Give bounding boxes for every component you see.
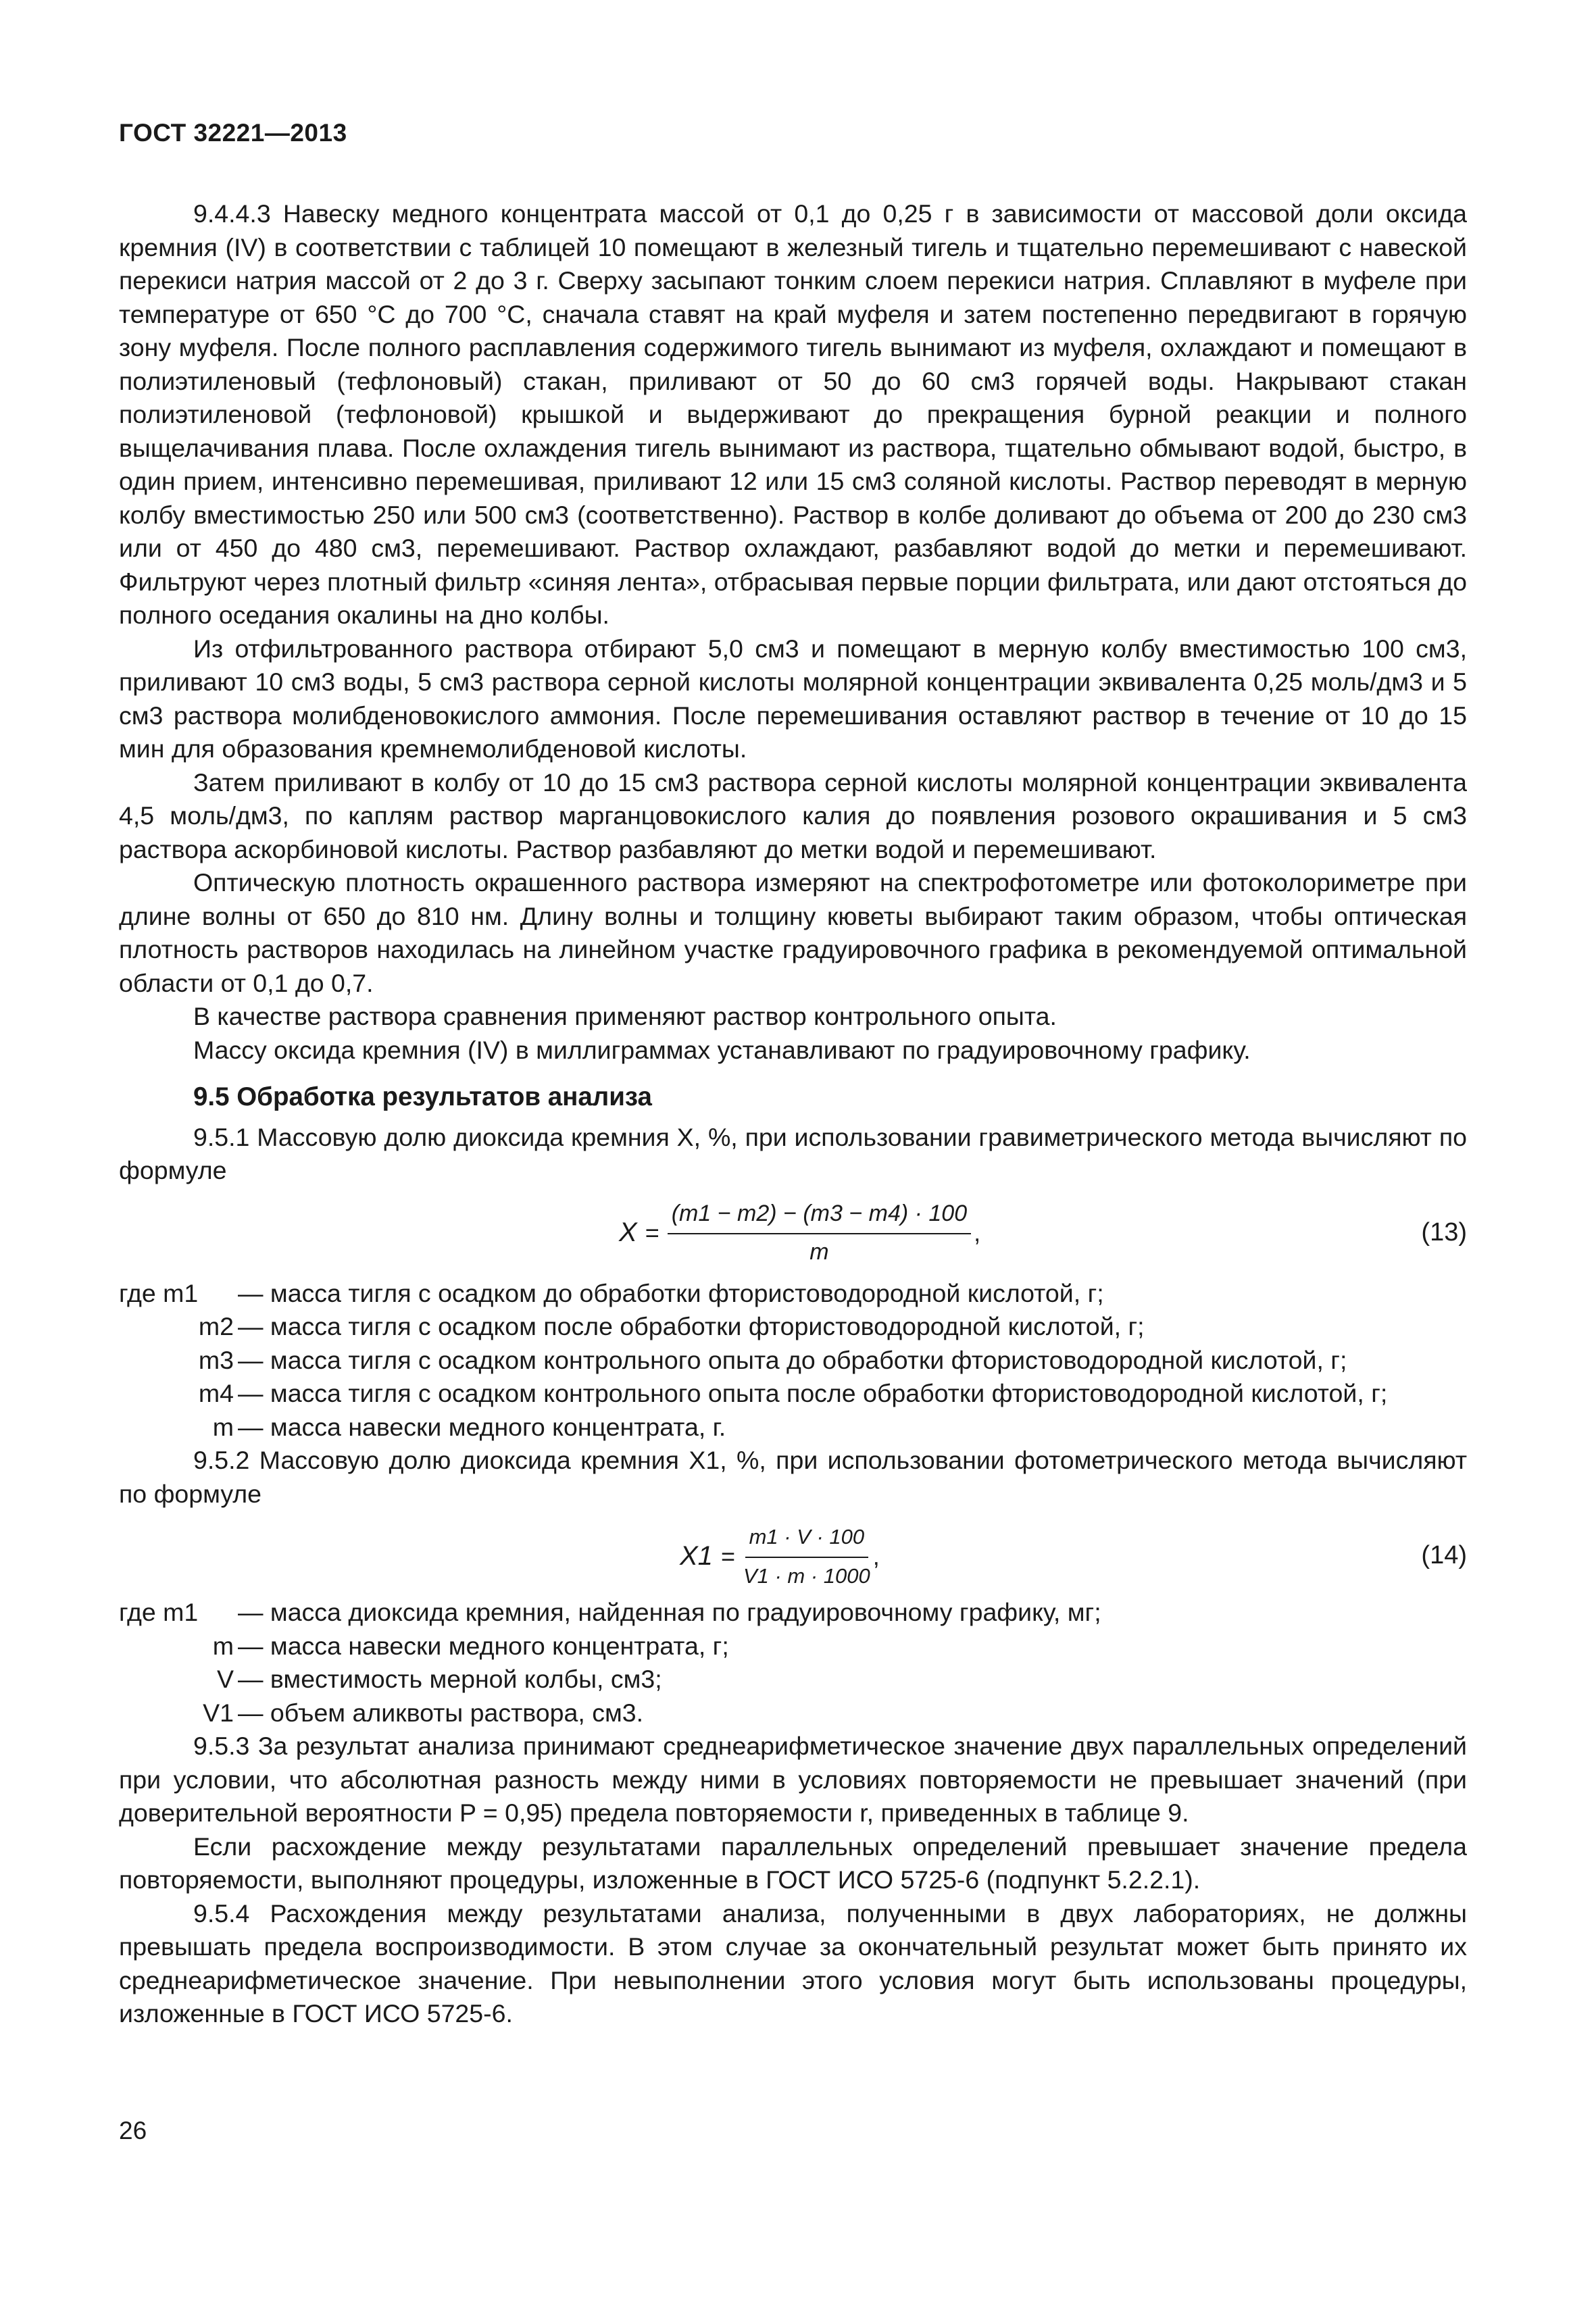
formula-14 xyxy=(119,1516,1467,1592)
formula-13-legend xyxy=(119,1277,1467,1444)
paragraph-repeatability: Если расхождение между результатами параллельных определений превышает значение предела повторяемости, выполняют процедуры, изложенные в ГОСТ ИСО 5725-6 (подпункт 5.2.2.1). xyxy=(119,1832,1467,1894)
legend-symbol: где m1 xyxy=(119,1278,199,1307)
body-text xyxy=(119,197,1467,2031)
legend-definition: — масса диоксида кремния, найденная по градуировочному графику, мг; xyxy=(238,1598,1101,1626)
legend-symbol: m2 xyxy=(198,1312,234,1340)
legend-definition: — масса навески медного концентрата, г; xyxy=(238,1631,729,1660)
legend-symbol: m xyxy=(212,1631,234,1660)
legend-definition: — масса навески медного концентрата, г. xyxy=(238,1412,726,1441)
formula-13-comma: , xyxy=(974,1219,981,1247)
formula-14-numerator: m1 · V · 100 xyxy=(745,1520,869,1558)
formula-13-expression xyxy=(619,1197,980,1269)
paragraph-9-5-1: 9.5.1 Массовую долю диоксида кремния X, %, при использовании гравиметрического метода вычисляют по формуле xyxy=(119,1122,1467,1184)
formula-14-legend xyxy=(119,1596,1467,1730)
section-title-9-5: 9.5 Обработка результатов анализа xyxy=(193,1082,652,1111)
legend-definition: — масса тигля с осадком контрольного опыта до обработки фтористоводородной кислотой, г; xyxy=(238,1345,1347,1374)
formula-14-comma: , xyxy=(872,1542,880,1570)
paragraph-reagents: Затем приливают в колбу от 10 до 15 см3 раствора серной кислоты молярной концентрации эквивалента 4,5 моль/дм3, по каплям раствор марганцовокислого калия до появления розового окрашивания и 5 см3 раствора аскорбиновой кислоты. Раствор разбавляют до метки водой и перемешивают. xyxy=(119,768,1467,863)
formula-13-equals: = xyxy=(645,1219,659,1247)
paragraph-9-5-3: 9.5.3 За результат анализа принимают среднеарифметическое значение двух параллельных определений при условии, что абсолютная разность между ними в условиях повторяемости не превышает значений (при доверительной вероятности P = 0,95) предела повторяемости r, приведенных в таблице 9. xyxy=(119,1732,1467,1827)
paragraph-optical-density: Оптическую плотность окрашенного раствора измеряют на спектрофотометре или фотоколориметре при длине волны от 650 до 810 нм. Длину волны и толщину кюветы выбирают таким образом, чтобы оптическая плотность растворов находилась на линейном участке градуировочного графика в рекомендуемой оптимальной области от 0,1 до 0,7. xyxy=(119,868,1467,997)
formula-13-denominator: m xyxy=(809,1239,829,1265)
formula-13-numerator: (m1 − m2) − (m3 − m4) · 100 xyxy=(668,1197,971,1235)
formula-13-number: (13) xyxy=(1421,1217,1467,1247)
page-number: 26 xyxy=(119,2117,147,2144)
legend-definition: — масса тигля с осадком контрольного опыта после обработки фтористоводородной кислотой, г; xyxy=(238,1379,1388,1407)
paragraph-aliquot: Из отфильтрованного раствора отбирают 5,0 см3 и помещают в мерную колбу вместимостью 100 см3, приливают 10 см3 воды, 5 см3 раствора серной кислоты молярной концентрации эквивалента 0,25 моль/дм3 и 5 см3 раствора молибденовокислого аммония. После перемешивания оставляют раствор в течение от 10 до 15 мин для образования кремнемолибденовой кислоты. xyxy=(119,634,1467,763)
legend-definition: — объем аликвоты раствора, см3. xyxy=(238,1698,644,1727)
formula-14-expression xyxy=(680,1520,880,1592)
legend-symbol: где m1 xyxy=(119,1598,199,1626)
paragraph-calibration: Массу оксида кремния (IV) в миллиграммах устанавливают по градуировочному графику. xyxy=(193,1035,1251,1064)
formula-14-number: (14) xyxy=(1421,1541,1467,1569)
legend-symbol: m3 xyxy=(198,1345,234,1374)
paragraph-9-5-4: 9.5.4 Расхождения между результатами анализа, полученными в двух лабораториях, не должны превышать предела воспроизводимости. В этом случае за окончательный результат может быть принято их среднеарифметическое значение. При невыполнении этого условия могут быть использованы процедуры, изложенные в ГОСТ ИСО 5725-6. xyxy=(119,1898,1467,2028)
formula-13-fraction xyxy=(668,1197,971,1269)
paragraph-reference-solution: В качестве раствора сравнения применяют раствор контрольного опыта. xyxy=(193,1002,1057,1030)
formula-14-equals: = xyxy=(720,1542,735,1570)
legend-symbol: m xyxy=(212,1412,234,1441)
legend-definition: — масса тигля с осадком до обработки фтористоводородной кислотой, г; xyxy=(238,1278,1104,1307)
legend-definition: — масса тигля с осадком после обработки фтористоводородной кислотой, г; xyxy=(238,1312,1145,1340)
formula-13-lhs: X xyxy=(619,1217,637,1248)
formula-14-fraction xyxy=(743,1520,870,1592)
formula-14-lhs: X1 xyxy=(680,1540,713,1571)
legend-symbol: m4 xyxy=(198,1379,234,1407)
legend-definition: — вместимость мерной колбы, см3; xyxy=(238,1665,662,1693)
formula-13 xyxy=(119,1193,1467,1273)
document-code-header: ГОСТ 32221—2013 xyxy=(119,119,347,147)
formula-14-denominator: V1 · m · 1000 xyxy=(743,1563,870,1588)
legend-symbol: V xyxy=(216,1665,234,1693)
legend-symbol: V1 xyxy=(203,1698,234,1727)
paragraph-9-5-2: 9.5.2 Массовую долю диоксида кремния X1, %, при использовании фотометрического метода вычисляют по формуле xyxy=(119,1446,1467,1508)
paragraph-9-4-4-3: 9.4.4.3 Навеску медного концентрата массой от 0,1 до 0,25 г в зависимости от массовой доли оксида кремния (IV) в соответствии с таблицей 10 помещают в железный тигель и тщательно перемешивают с навеской перекиси натрия массой от 2 до 3 г. Сверху засыпают тонким слоем перекиси натрия. Сплавляют в муфеле при температуре от 650 °С до 700 °С, сначала ставят на край муфеля и затем постепенно передвигают в горячую зону муфеля. После полного расплавления содержимого тигель вынимают из муфеля, охлаждают и помещают в полиэтиленовый (тефлоновый) стакан, приливают от 50 до 60 см3 горячей воды. Накрывают стакан полиэтиленовой (тефлоновой) крышкой и выдерживают до прекращения бурной реакции и полного выщелачивания плава. После охлаждения тигель вынимают из раствора, тщательно обмывают водой, быстро, в один прием, интенсивно перемешивая, приливают 12 или 15 см3 соляной кислоты. Раствор переводят в мерную колбу вместимостью 250 или 500 см3 (соответственно). Раствор в колбе доливают до объема от 200 до 230 см3 или от 450 до 480 см3, перемешивают. Раствор охлаждают, разбавляют водой до метки и перемешивают. Фильтруют через плотный фильтр «синяя лента», отбрасывая первые порции фильтрата, или дают отстояться до полного оседания окалины на дно колбы. xyxy=(119,199,1467,629)
